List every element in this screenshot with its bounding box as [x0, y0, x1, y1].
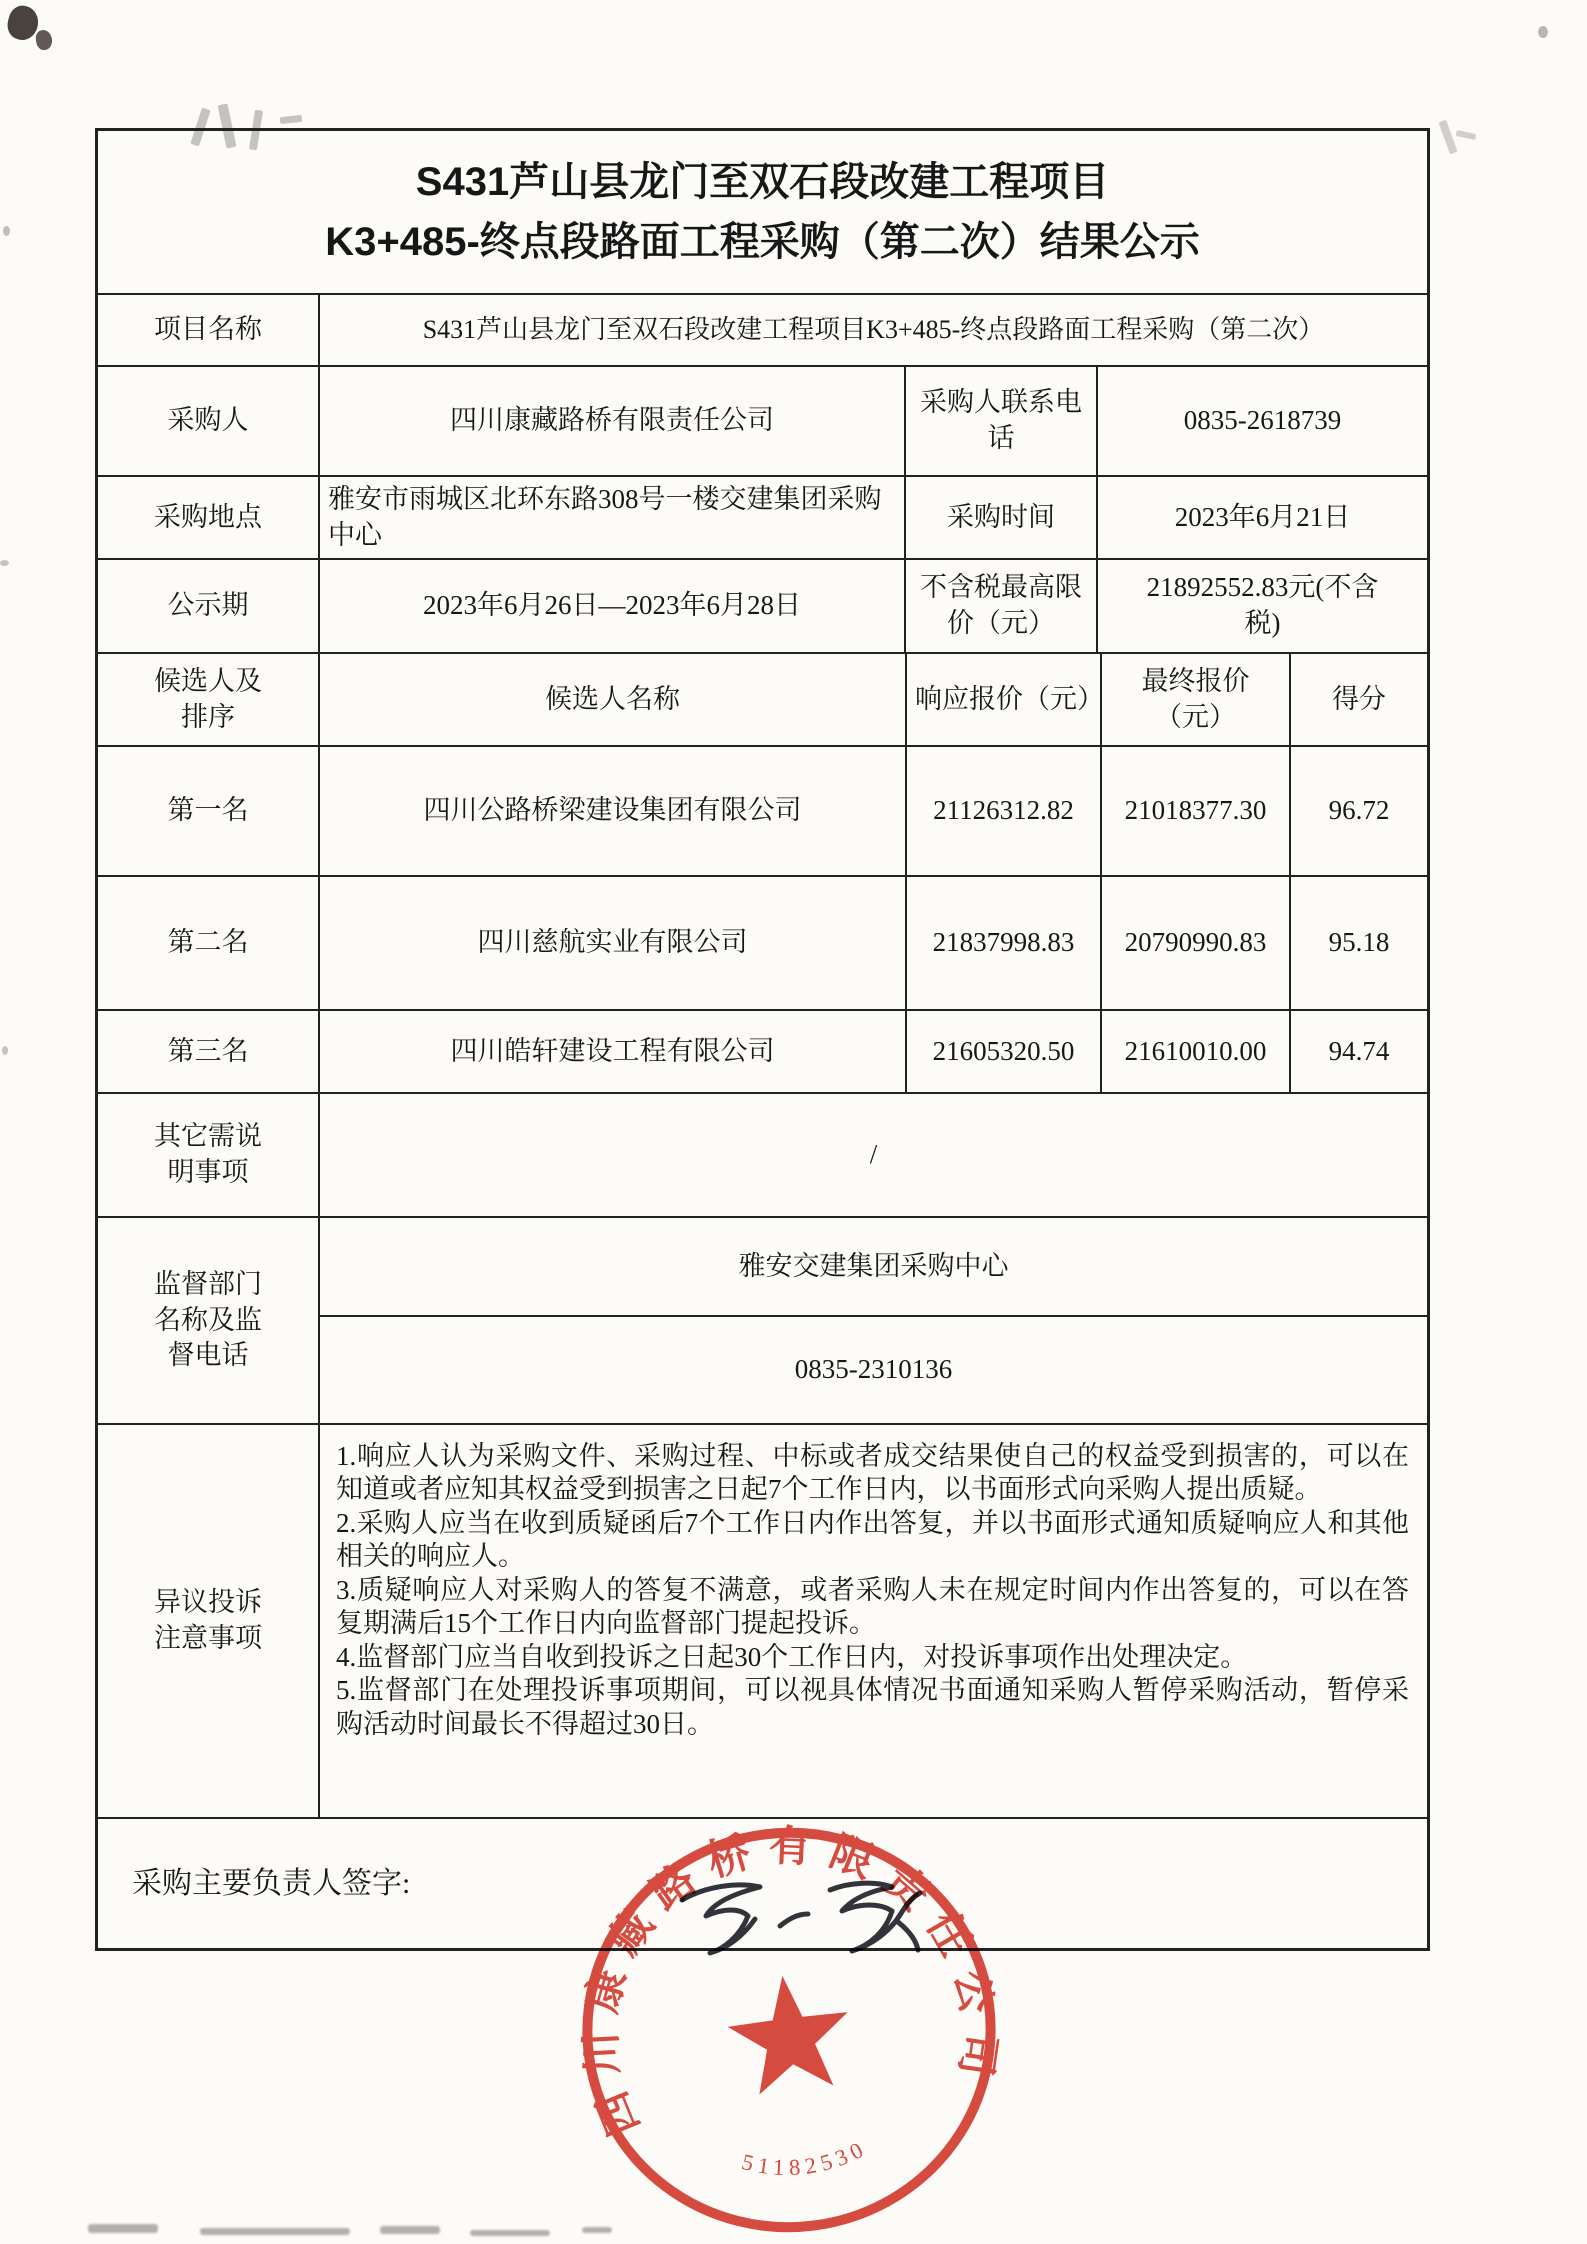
candidate-final-price: 20790990.83 [1100, 877, 1289, 1009]
row-project-name [98, 293, 1427, 365]
time-label: 采购时间 [904, 477, 1096, 558]
location-value: 雅安市雨城区北环东路308号一楼交建集团采购中心 [318, 477, 904, 558]
row-supervision [98, 1216, 1427, 1423]
scan-smudge [200, 2228, 350, 2235]
candidate-response-price: 21126312.82 [905, 747, 1100, 875]
supervision-department: 雅安交建集团采购中心 [320, 1218, 1427, 1317]
candidate-row-3 [98, 1009, 1427, 1092]
project-name-label: 项目名称 [154, 314, 262, 345]
document-title [98, 131, 1427, 293]
buyer-phone-label: 采购人联系电话 [904, 367, 1096, 475]
candidate-rank: 第三名 [167, 1035, 249, 1066]
objection-notice-text [318, 1425, 1427, 1817]
candidate-score: 95.18 [1289, 877, 1427, 1009]
notice-item-5: 5.监督部门在处理投诉事项期间，可以视具体情况书面通知采购人暂停采购活动，暂停采购活动时间最长不得超过30日。 [336, 1675, 1409, 1739]
scan-speck [1538, 26, 1548, 38]
buyer-label: 采购人 [167, 405, 249, 436]
final-price-header: 最终报价（元） [1100, 654, 1289, 745]
scan-smudge [88, 2224, 158, 2233]
objection-notice-label: 异议投诉注意事项 [154, 1587, 262, 1653]
title-line-2: K3+485-终点段路面工程采购（第二次）结果公示 [325, 220, 1200, 264]
result-table [95, 128, 1430, 1951]
scan-speck [3, 226, 10, 236]
pencil-scribble [1438, 120, 1457, 155]
notice-item-2: 2.采购人应当在收到质疑函后7个工作日内作出答复，并以书面形式通知质疑响应人和其他相关的响应人。 [336, 1507, 1409, 1572]
candidate-final-price: 21018377.30 [1100, 747, 1289, 875]
time-value: 2023年6月21日 [1096, 477, 1427, 558]
candidate-name: 四川皓轩建设工程有限公司 [318, 1011, 905, 1092]
buyer-phone-value: 0835-2618739 [1096, 367, 1427, 475]
candidate-rank: 第一名 [167, 795, 249, 826]
row-objection-notice [98, 1423, 1427, 1817]
other-notes-label: 其它需说明事项 [154, 1121, 262, 1187]
supervision-label: 监督部门名称及监督电话 [154, 1269, 262, 1371]
pencil-scribble [280, 115, 303, 124]
row-location [98, 475, 1427, 558]
scan-speck [0, 560, 9, 566]
row-other-notes [98, 1092, 1427, 1216]
candidates-header-row [98, 652, 1427, 745]
rank-header: 候选人及排序 [154, 665, 262, 732]
candidate-score: 96.72 [1289, 747, 1427, 875]
candidate-name: 四川慈航实业有限公司 [318, 877, 905, 1009]
candidate-row-1 [98, 745, 1427, 875]
scan-speck [2, 1046, 8, 1055]
signature-label: 采购主要负责人签字: [132, 1866, 411, 1900]
seal-star [722, 1969, 856, 2098]
other-notes-value: / [318, 1094, 1427, 1216]
candidate-rank: 第二名 [167, 927, 249, 958]
seal-company-text: 四川康藏路桥有限责任公司 [577, 1822, 1004, 2143]
scan-smudge [380, 2226, 440, 2234]
row-buyer [98, 365, 1427, 475]
company-seal [543, 1787, 1035, 2244]
max-price-value: 21892552.83元(不含税) [1096, 560, 1427, 652]
publicity-value: 2023年6月26日—2023年6月28日 [318, 560, 904, 652]
candidate-row-2 [98, 875, 1427, 1009]
project-name-value: S431芦山县龙门至双石段改建工程项目K3+485-终点段路面工程采购（第二次） [318, 295, 1427, 365]
notice-item-4: 4.监督部门应当自收到投诉之日起30个工作日内，对投诉事项作出处理决定。 [336, 1641, 1248, 1672]
response-price-header: 响应报价（元） [905, 654, 1100, 745]
score-header: 得分 [1289, 654, 1427, 745]
notice-item-1: 1.响应人认为采购文件、采购过程、中标或者成交结果使自己的权益受到损害的，可以在知道或者应知其权益受到损害之日起7个工作日内，以书面形式向采购人提出质疑。 [336, 1441, 1409, 1505]
publicity-label: 公示期 [167, 590, 249, 621]
seal-code-text: 51182530 [739, 2134, 872, 2181]
candidate-score: 94.74 [1289, 1011, 1427, 1092]
candidate-name-header: 候选人名称 [318, 654, 905, 745]
location-label: 采购地点 [154, 501, 262, 532]
title-line-1: S431芦山县龙门至双石段改建工程项目 [415, 160, 1110, 204]
buyer-value: 四川康藏路桥有限责任公司 [318, 367, 904, 475]
candidate-name: 四川公路桥梁建设集团有限公司 [318, 747, 905, 875]
supervision-phone: 0835-2310136 [794, 1354, 953, 1385]
candidate-response-price: 21837998.83 [905, 877, 1100, 1009]
max-price-label: 不含税最高限价（元） [904, 560, 1096, 652]
notice-item-3: 3.质疑响应人对采购人的答复不满意，或者采购人未在规定时间内作出答复的，可以在答复期满后15个工作日内向监督部门提起投诉。 [336, 1574, 1409, 1639]
supervision-values [318, 1218, 1427, 1423]
pencil-scribble [1456, 130, 1477, 140]
candidate-final-price: 21610010.00 [1100, 1011, 1289, 1092]
scan-blotch [35, 29, 54, 51]
candidate-response-price: 21605320.50 [905, 1011, 1100, 1092]
row-publicity-period [98, 558, 1427, 652]
scan-smudge [470, 2230, 550, 2236]
